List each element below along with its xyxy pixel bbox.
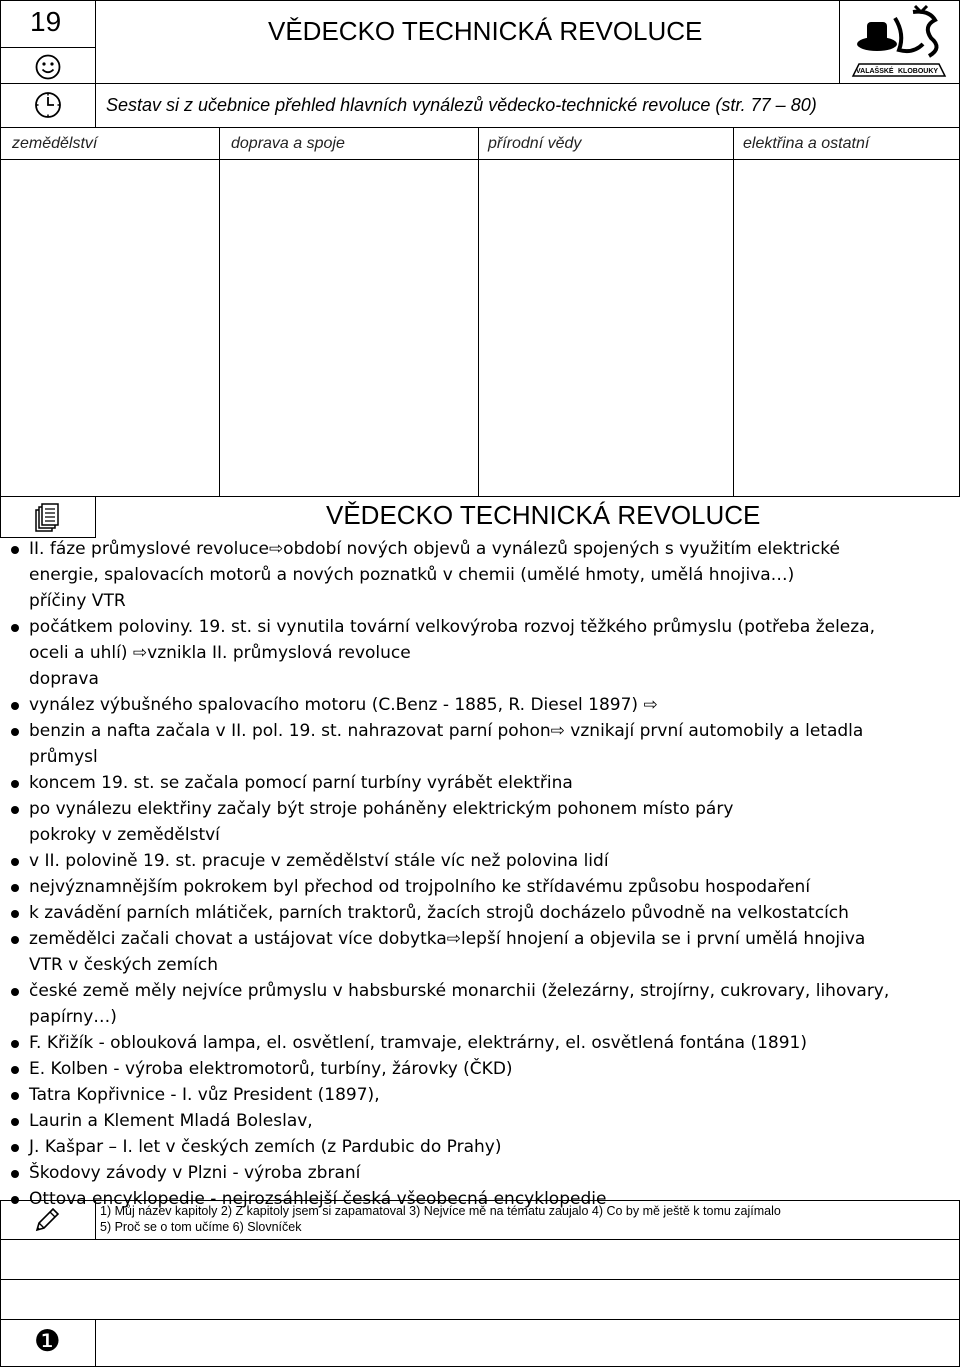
category-col-4: [733, 127, 960, 497]
content-line: zemědělci začali chovat a ustájovat více dobytka⇨lepší hnojení a objevila se i první umělá hnojiva: [29, 927, 865, 953]
logo-text-left: VALAŠSKÉ: [856, 68, 894, 75]
content-subheading: příčiny VTR: [29, 591, 126, 611]
notes-area[interactable]: [0, 1239, 960, 1280]
content-line: k zavádění parních mlátiček, parních traktorů, žacích strojů docházelo původně na velkostatcích: [29, 901, 849, 927]
content-line: po vynálezu elektřiny začaly být stroje poháněny elektrickým pohonem místo páry: [29, 797, 733, 823]
content-line: vynález výbušného spalovacího motoru (C.Benz - 1885, R. Diesel 1897) ⇨: [29, 693, 658, 719]
lesson-number: 19: [30, 6, 62, 37]
content-line: F. Křižík - oblouková lampa, el. osvětlení, tramvaje, elektrárny, el. osvětlená fontána (1891): [29, 1031, 807, 1057]
smiley-icon: [34, 53, 62, 81]
logo-text-right: KLOBOUKY: [898, 68, 939, 75]
clock-icon: [33, 90, 63, 120]
task-text: Sestav si z učebnice přehled hlavních vynálezů vědecko-technické revoluce (str. 77 – 80): [106, 95, 817, 115]
content-line: počátkem poloviny. 19. st. si vynutila tovární velkovýroba rozvoj těžkého průmyslu (potřeba železa,: [29, 615, 875, 641]
content-line: Laurin a Klement Mladá Boleslav,: [29, 1109, 313, 1135]
content-subheading: průmysl: [29, 747, 98, 767]
content-line: Škodovy závody v Plzni - výroba zbraní: [29, 1161, 360, 1187]
category-label-transport: doprava a spoje: [231, 135, 345, 152]
reflection-prompt-2: 5) Proč se o tom učíme 6) Slovníček: [100, 1220, 302, 1234]
category-label-agriculture: zemědělství: [12, 135, 98, 152]
section-title: VĚDECKO TECHNICKÁ REVOLUCE: [326, 500, 761, 530]
pencil-icon: [32, 1204, 62, 1236]
category-col-1: [0, 127, 220, 497]
content-line: E. Kolben - výroba elektromotorů, turbíny, žárovky (ČKD): [29, 1057, 513, 1083]
content-line: v II. polovině 19. st. pracuje v zemědělství stále víc než polovina lidí: [29, 849, 609, 875]
content-line: II. fáze průmyslové revoluce⇨období nových objevů a vynálezů spojených s využitím elektrické: [29, 537, 840, 563]
content-subheading: doprava: [29, 669, 99, 689]
content-subheading: VTR v českých zemích: [29, 955, 218, 975]
notes-area[interactable]: [0, 1279, 960, 1320]
content-line: energie, spalovacích motorů a nových poznatků v chemii (umělé hmoty, umělá hnojiva…): [29, 565, 795, 585]
notes-icon: [32, 502, 62, 534]
category-label-electricity: elektřina a ostatní: [743, 135, 870, 152]
notes-area[interactable]: [95, 1319, 960, 1367]
content-line: benzin a nafta začala v II. pol. 19. st. nahrazovat parní pohon⇨ vznikají první automobily a letadla: [29, 719, 863, 745]
content-line: papírny…): [29, 1007, 117, 1027]
page-title: VĚDECKO TECHNICKÁ REVOLUCE: [268, 16, 703, 46]
content-subheading: pokroky v zemědělství: [29, 825, 220, 845]
category-label-science: přírodní vědy: [488, 135, 582, 152]
reflection-prompt-1: 1) Můj název kapitoly 2) Z kapitoly jsem si zapamatoval 3) Nejvíce mě na tématu zaujalo 4) Co by mě ještě k tomu zajímalo: [100, 1204, 781, 1218]
content-line: nejvýznamnějším pokrokem byl přechod od trojpolního ke střídavému způsobu hospodaření: [29, 875, 810, 901]
content-line: Tatra Kopřivnice - I. vůz President (1897),: [29, 1083, 380, 1109]
footer-number-icon: ❶: [34, 1324, 61, 1359]
category-col-2: [219, 127, 479, 497]
content-line: oceli a uhlí) ⇨vznikla II. průmyslová revoluce: [29, 643, 411, 663]
content-line: Ottova encyklopedie - nejrozsáhlejší česká všeobecná encyklopedie: [29, 1187, 606, 1213]
content-line: české země měly nejvíce průmyslu v habsburské monarchii (železárny, strojírny, cukrovary, lihovary,: [29, 979, 889, 1005]
content-line: J. Kašpar – I. let v českých zemích (z Pardubic do Prahy): [29, 1135, 501, 1161]
category-col-3: [478, 127, 734, 497]
content-line: koncem 19. st. se začala pomocí parní turbíny vyrábět elektřina: [29, 771, 573, 797]
lesson-content: [0, 537, 960, 1209]
